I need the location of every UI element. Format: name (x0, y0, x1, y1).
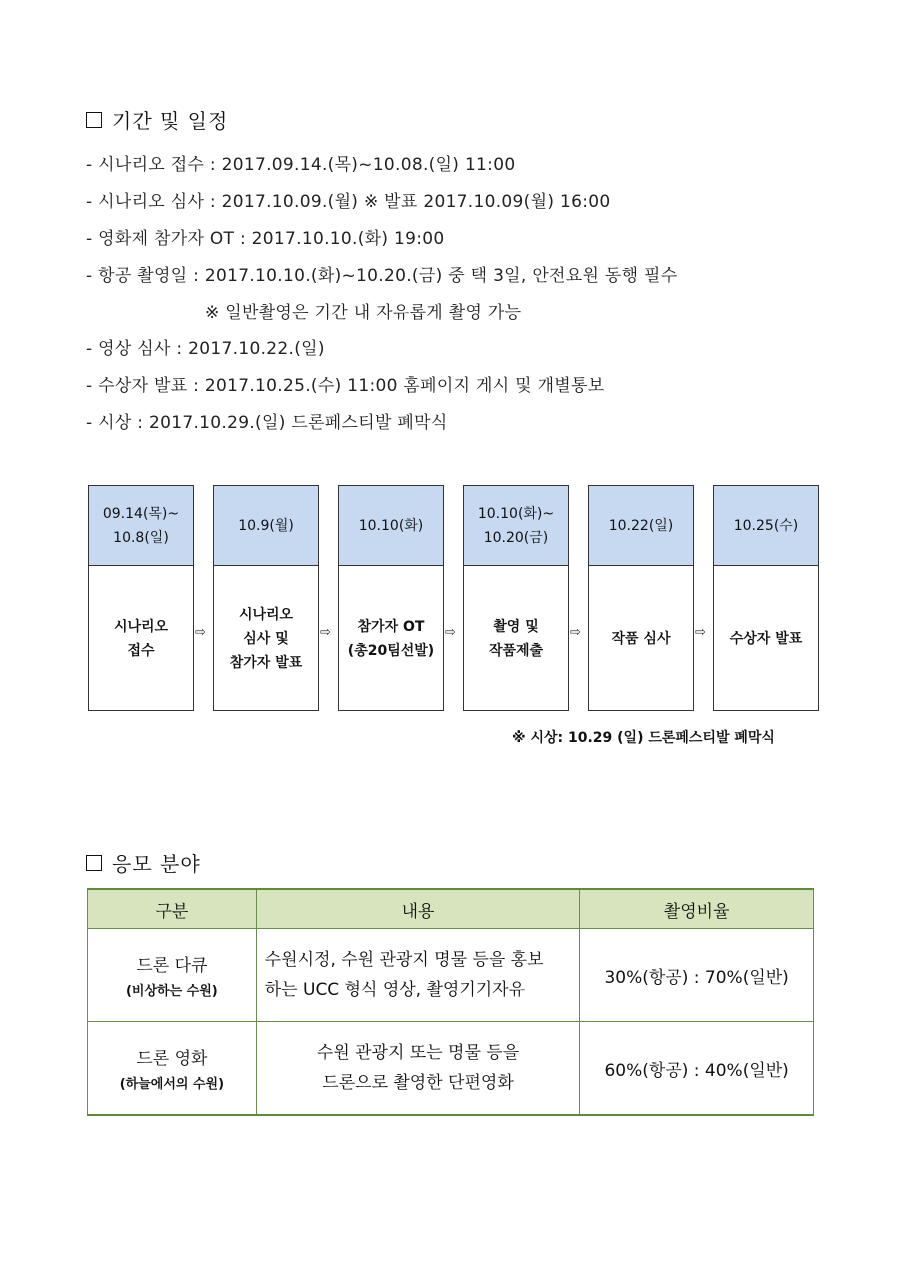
fields-table (87, 888, 814, 1116)
flow-step-2 (213, 485, 319, 711)
schedule-line-aerial-shoot: - 항공 촬영일 : 2017.10.10.(화)~10.20.(금) 중 택 3일, 안전요원 동행 필수 (86, 266, 678, 286)
schedule-title-text: 기간 및 일정 (112, 109, 229, 133)
arrow-right-icon: ⇨ (570, 625, 581, 640)
flow-step-date: 10.10(화)~ 10.20(금) (464, 486, 568, 566)
table-row (88, 929, 814, 1022)
arrow-right-icon: ⇨ (445, 625, 456, 640)
arrow-right-icon: ⇨ (195, 625, 206, 640)
category-cell (88, 929, 257, 1022)
schedule-line-winner-announce: - 수상자 발표 : 2017.10.25.(수) 11:00 홈페이지 게시 및 개별통보 (86, 376, 605, 396)
schedule-line-scenario-review: - 시나리오 심사 : 2017.10.09.(월) ※ 발표 2017.10.09(월) 16:00 (86, 192, 611, 212)
flow-step-label: 수상자 발표 (729, 631, 803, 647)
fields-title-text: 응모 분야 (112, 852, 201, 876)
schedule-line-video-review: - 영상 심사 : 2017.10.22.(일) (86, 339, 325, 359)
category-subtitle: (하늘에서의 수원) (119, 1077, 225, 1092)
checkbox-square-icon (86, 855, 102, 871)
table-header-row (88, 889, 814, 929)
flow-step-date: 10.9(월) (214, 486, 318, 566)
flow-step-date: 10.10(화) (339, 486, 443, 566)
content-cell (256, 929, 580, 1022)
schedule-section-title (86, 105, 228, 134)
flow-step-label: 촬영 및 작품제출 (488, 619, 544, 659)
arrow-right-icon: ⇨ (320, 625, 331, 640)
fields-section-title (86, 848, 201, 877)
schedule-line-orientation: - 영화제 참가자 OT : 2017.10.10.(화) 19:00 (86, 229, 445, 249)
category-subtitle: (비상하는 수원) (125, 984, 218, 999)
checkbox-square-icon (86, 112, 102, 128)
flow-step-label: 참가자 OT (총20팀선발) (347, 619, 435, 659)
flow-step-4 (463, 485, 569, 711)
content-line: 드론으로 촬영한 단편영화 (322, 1073, 514, 1093)
content-line: 수원 관광지 또는 명물 등을 (316, 1043, 520, 1063)
flow-step-5 (588, 485, 694, 711)
schedule-line-scenario-submit: - 시나리오 접수 : 2017.09.14.(목)~10.08.(일) 11:00 (86, 155, 516, 175)
header-category: 구분 (88, 889, 257, 929)
content-cell (256, 1022, 580, 1116)
flow-step-date: 09.14(목)~ 10.8(일) (89, 486, 193, 566)
flow-step-date: 10.25(수) (714, 486, 818, 566)
flow-step-label: 시나리오 심사 및 참가자 발표 (229, 607, 303, 671)
category-cell (88, 1022, 257, 1116)
awards-note: ※ 시상: 10.29 (일) 드론페스티발 폐막식 (512, 730, 775, 746)
ratio-cell: 60%(항공) : 40%(일반) (580, 1022, 814, 1116)
category-name: 드론 다큐 (136, 956, 208, 976)
flow-step-date: 10.22(일) (589, 486, 693, 566)
schedule-line-awards: - 시상 : 2017.10.29.(일) 드론페스티발 폐막식 (86, 413, 448, 433)
table-row (88, 1022, 814, 1116)
schedule-line-general-shoot-note: ※ 일반촬영은 기간 내 자유롭게 촬영 가능 (205, 303, 522, 323)
flow-step-label: 작품 심사 (611, 631, 671, 647)
header-content: 내용 (256, 889, 580, 929)
flow-step-6 (713, 485, 819, 711)
content-line: 수원시정, 수원 관광지 명물 등을 홍보 (264, 950, 544, 970)
flow-step-3 (338, 485, 444, 711)
content-line: 하는 UCC 형식 영상, 촬영기기자유 (264, 980, 526, 1000)
flow-step-label: 시나리오 접수 (113, 619, 169, 659)
header-ratio: 촬영비율 (580, 889, 814, 929)
flow-step-1 (88, 485, 194, 711)
category-name: 드론 영화 (136, 1049, 208, 1069)
ratio-cell: 30%(항공) : 70%(일반) (580, 929, 814, 1022)
arrow-right-icon: ⇨ (695, 625, 706, 640)
